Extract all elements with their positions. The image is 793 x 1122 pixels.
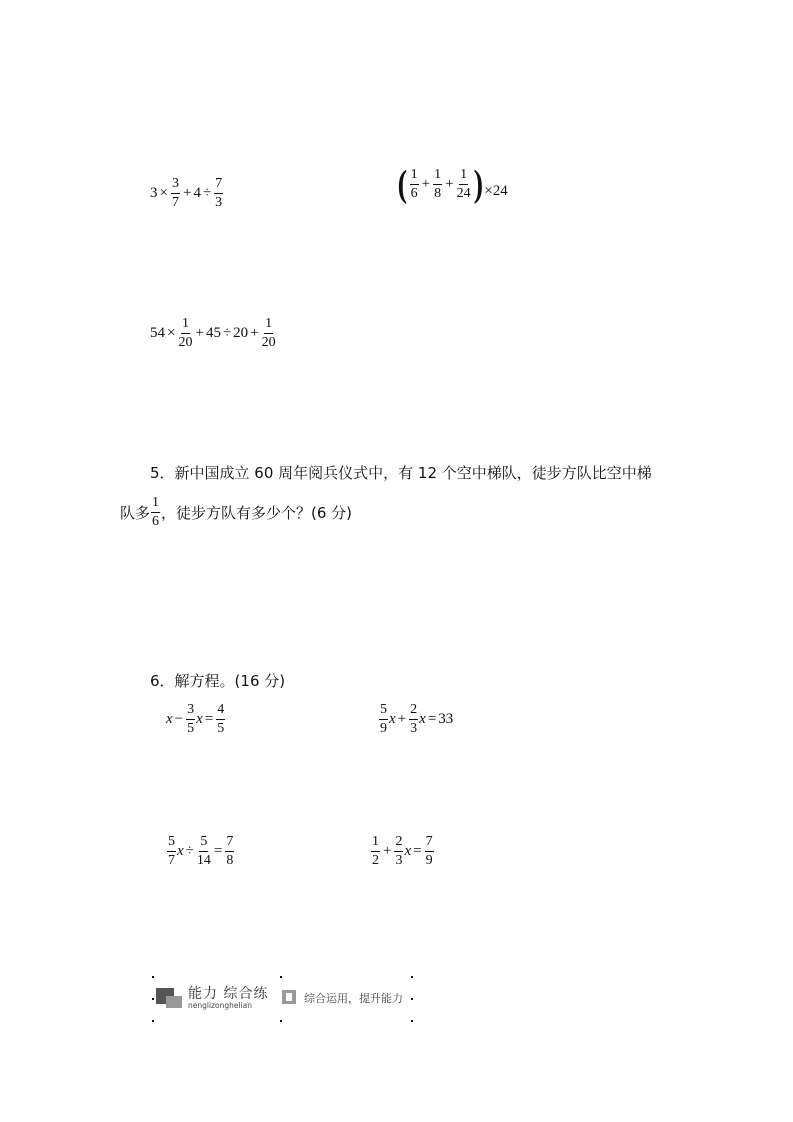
- fraction: $\frac{1}{6}$: [410, 166, 418, 201]
- corner-dot: [411, 976, 413, 978]
- corner-dot: [152, 976, 154, 978]
- operand: 3: [150, 185, 158, 201]
- equation-2: $\frac{5}{9}$ x + $\frac{2}{3}$ x = 33: [380, 702, 454, 736]
- operand: 20: [233, 325, 249, 341]
- fraction: $\frac{5}{14}$: [196, 834, 211, 868]
- divide-sign: ÷: [202, 185, 212, 201]
- plus-sign: +: [421, 175, 431, 192]
- corner-dot: [280, 1020, 282, 1022]
- fraction: $\frac{1}{2}$: [372, 834, 379, 868]
- equation-4: $\frac{1}{2}$ + $\frac{2}{3}$ x = $\frac{7}{9}$: [372, 834, 433, 868]
- operand: 45: [205, 325, 221, 341]
- equation-1: x − $\frac{3}{5}$ x = $\frac{4}{5}$: [166, 702, 225, 736]
- question-5-line-2: 队多 $\frac{1}{6}$ ，徒步方队有多少个？(6 分): [120, 495, 353, 529]
- fraction: $\frac{2}{3}$: [395, 834, 403, 868]
- times-sign: ×: [167, 325, 176, 341]
- corner-dot: [152, 998, 154, 1000]
- fraction: $\frac{7}{8}$: [226, 834, 234, 868]
- corner-dot: [411, 1020, 413, 1022]
- fraction: $\frac{7}{9}$: [425, 834, 433, 868]
- banner-title: 能力 综合练: [188, 986, 269, 1002]
- banner-pinyin: nenglizonghelian: [188, 1001, 252, 1010]
- question-5-line-1: 5．新中国成立 60 周年阅兵仪式中，有 12 个空中梯队，徒步方队比空中梯: [150, 464, 652, 482]
- times-sign: ×: [159, 185, 168, 201]
- divide-sign: ÷: [222, 325, 232, 341]
- fraction: $\frac{1}{6}$: [152, 495, 160, 529]
- fraction: $\frac{2}{3}$: [410, 702, 418, 736]
- operand: 24: [492, 182, 508, 199]
- fraction: $\frac{1}{24}$: [456, 166, 471, 201]
- fraction: $\frac{7}{3}$: [215, 176, 223, 210]
- corner-dot: [411, 998, 413, 1000]
- fraction: $\frac{1}{8}$: [434, 166, 442, 201]
- fraction: $\frac{5}{9}$: [380, 702, 387, 736]
- plus-sign: +: [445, 175, 454, 192]
- section-banner: [152, 976, 414, 1022]
- logo-square-icon: [166, 996, 182, 1008]
- fraction: $\frac{5}{7}$: [168, 834, 175, 868]
- left-paren: (: [397, 163, 408, 205]
- fraction: $\frac{4}{5}$: [217, 702, 225, 736]
- right-paren: ): [473, 163, 483, 205]
- corner-dot: [152, 1020, 154, 1022]
- operand: 54: [150, 325, 165, 341]
- calc-expression-1: [150, 177, 224, 210]
- square-box-icon: [282, 990, 296, 1004]
- banner-subtitle: 综合运用，提升能力: [304, 992, 403, 1005]
- corner-dot: [280, 976, 282, 978]
- equation-3: $\frac{5}{7}$ x ÷ $\frac{5}{14}$ = $\frac{7}{8}$: [168, 834, 234, 868]
- plus-sign: +: [182, 185, 192, 201]
- plus-sign: +: [250, 325, 259, 341]
- calc-expression-3: [150, 317, 277, 350]
- question-6-heading: 6．解方程。(16 分): [150, 672, 286, 690]
- times-sign: ×: [484, 182, 493, 199]
- operand: 4: [193, 185, 201, 201]
- fraction: $\frac{3}{5}$: [187, 702, 195, 736]
- fraction: $\frac{1}{20}$: [261, 316, 276, 350]
- fraction: $\frac{1}{20}$: [178, 316, 193, 350]
- plus-sign: +: [195, 325, 204, 341]
- fraction: $\frac{3}{7}$: [171, 176, 179, 210]
- calc-expression-2: [396, 165, 508, 203]
